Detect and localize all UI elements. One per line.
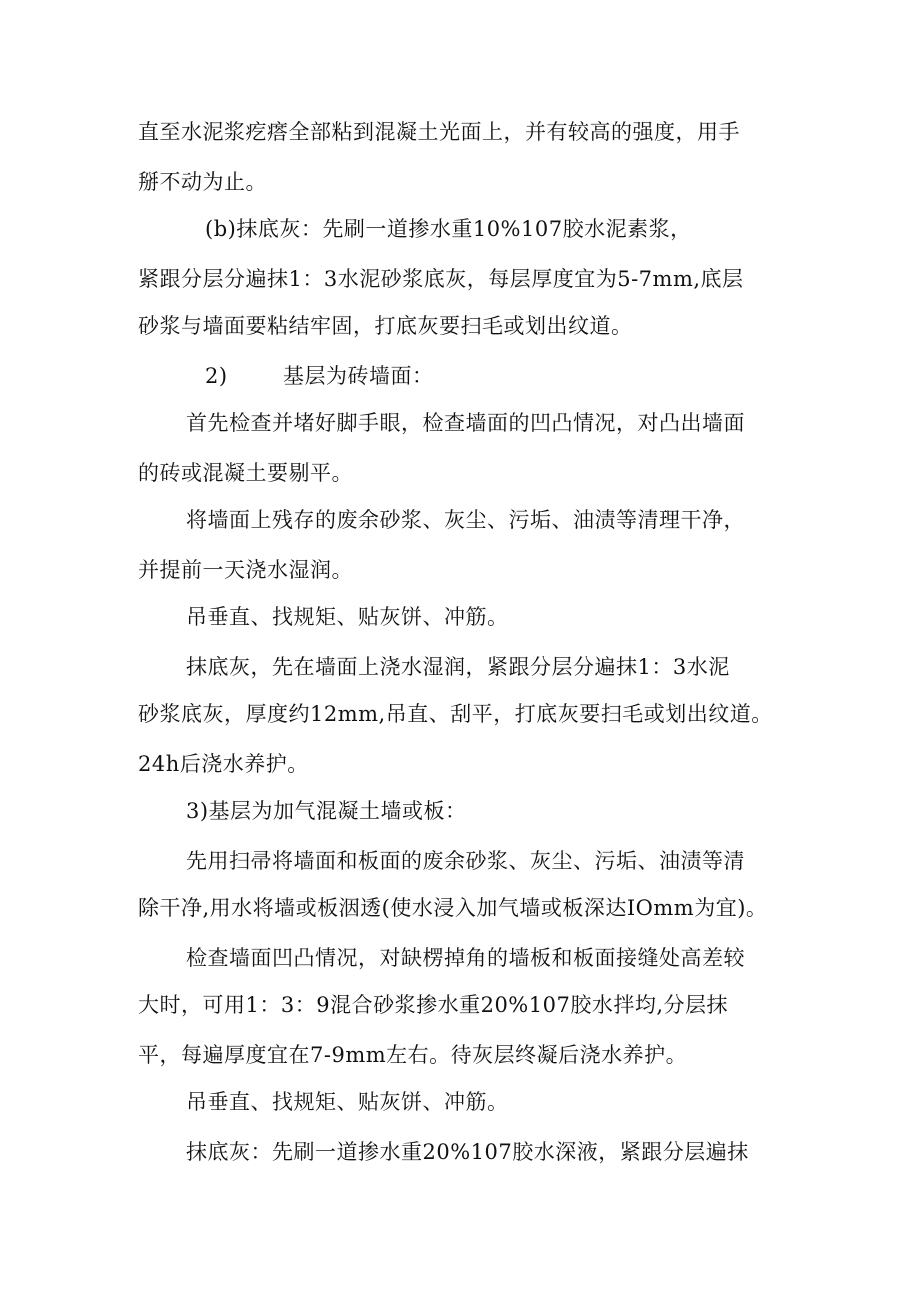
paragraph-line: 将墙面上残存的废余砂浆、灰尘、污垢、油渍等清理干净， [186, 508, 745, 532]
section-heading [205, 362, 434, 390]
paragraph-line: 抹底灰，先在墙面上浇水湿润，紧跟分层分遍抹1：3水泥 [186, 655, 730, 679]
section-heading-text: 基层为砖墙面： [283, 364, 434, 388]
list-number: 2) [205, 364, 228, 388]
paragraph-line: 并提前一天浇水湿润。 [138, 558, 353, 582]
paragraph-line: 的砖或混凝土要剔平。 [138, 461, 353, 485]
section-heading: 3)基层为加气混凝土墙或板： [186, 799, 467, 823]
paragraph-line: 吊垂直、找规矩、贴灰饼、冲筋。 [186, 1090, 509, 1114]
paragraph-line: 吊垂直、找规矩、贴灰饼、冲筋。 [186, 605, 509, 629]
paragraph-line: 紧跟分层分遍抹1：3水泥砂浆底灰，每层厚度宜为5-7mm,底层 [138, 267, 744, 291]
paragraph-line: 直至水泥浆疙瘩全部粘到混凝土光面上，并有较高的强度，用手 [138, 120, 740, 144]
paragraph-line: (b)抹底灰：先刷一道掺水重10%107胶水泥素浆， [205, 217, 692, 241]
paragraph-line: 先用扫帚将墙面和板面的废余砂浆、灰尘、污垢、油渍等清 [186, 849, 745, 873]
paragraph-line: 大时，可用1：3：9混合砂浆掺水重20%107胶水拌均,分层抹 [138, 993, 729, 1017]
paragraph-line: 24h后浇水养护。 [138, 752, 309, 776]
paragraph-line: 抹底灰：先刷一道掺水重20%107胶水深液，紧跟分层遍抹 [186, 1140, 749, 1164]
paragraph-line: 首先检查并堵好脚手眼，检查墙面的凹凸情况，对凸出墙面 [186, 411, 745, 435]
paragraph-line: 平，每遍厚度宜在7-9mm左右。待灰层终凝后浇水养护。 [138, 1043, 688, 1067]
paragraph-line: 砂浆底灰，厚度约12mm,吊直、刮平，打底灰要扫毛或划出纹道。 [138, 702, 773, 726]
paragraph-line: 检查墙面凹凸情况，对缺楞掉角的墙板和板面接缝处高差较 [186, 946, 745, 970]
paragraph-line: 掰不动为止。 [138, 170, 267, 194]
paragraph-line: 砂浆与墙面要粘结牢固，打底灰要扫毛或划出纹道。 [138, 314, 633, 338]
paragraph-line: 除干净,用水将墙或板洇透(使水浸入加气墙或板深达IOmm为宜)。 [138, 896, 768, 920]
